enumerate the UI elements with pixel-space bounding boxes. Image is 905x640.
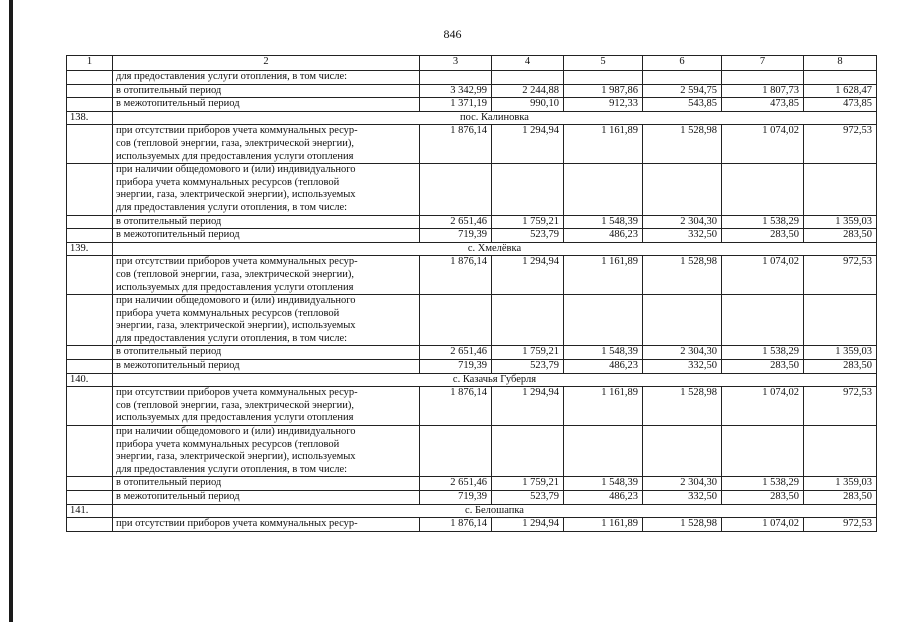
row-label: при наличии общедомового и (или) индивидуального прибора учета коммунальных ресурсов (тепловой энергии, газа, электрической энергии), используемых для предоставления услуги отопления, в том числе: (113, 426, 420, 477)
row-number-cell (67, 518, 113, 532)
settlement-name: с. Казачья Губерля (113, 373, 877, 387)
value-cell (804, 164, 877, 215)
value-cell: 543,85 (643, 98, 722, 112)
value-cell (492, 164, 564, 215)
value-cell: 1 759,21 (492, 477, 564, 491)
row-number-cell (67, 256, 113, 295)
value-cell (722, 426, 804, 477)
value-cell: 912,33 (564, 98, 643, 112)
col-header-5: 5 (564, 56, 643, 71)
row-number-cell (67, 71, 113, 85)
value-cell: 1 294,94 (492, 256, 564, 295)
value-cell: 1 548,39 (564, 346, 643, 360)
non-heating-period-row (67, 98, 877, 112)
value-cell (420, 426, 492, 477)
value-cell (564, 71, 643, 85)
value-cell: 1 294,94 (492, 125, 564, 164)
no-meter-row (67, 518, 877, 532)
row-number-cell (67, 98, 113, 112)
value-cell: 523,79 (492, 229, 564, 243)
settlement-name: пос. Калиновка (113, 111, 877, 125)
value-cell: 1 759,21 (492, 346, 564, 360)
value-cell (492, 295, 564, 346)
value-cell (722, 164, 804, 215)
value-cell: 1 528,98 (643, 518, 722, 532)
col-header-6: 6 (643, 56, 722, 71)
value-cell: 1 538,29 (722, 215, 804, 229)
col-header-7: 7 (722, 56, 804, 71)
row-number-cell (67, 215, 113, 229)
value-cell (804, 71, 877, 85)
row-label: при наличии общедомового и (или) индивидуального прибора учета коммунальных ресурсов (тепловой энергии, газа, электрической энергии), используемых для предоставления услуги отопления, в том числе: (113, 295, 420, 346)
value-cell: 2 304,30 (643, 215, 722, 229)
settlement-number: 140. (67, 373, 113, 387)
row-label: в отопительный период (113, 346, 420, 360)
row-label: в межотопительный период (113, 98, 420, 112)
value-cell: 2 651,46 (420, 215, 492, 229)
no-meter-row (67, 256, 877, 295)
value-cell: 283,50 (722, 229, 804, 243)
settlement-row (67, 373, 877, 387)
value-cell: 990,10 (492, 98, 564, 112)
value-cell: 3 342,99 (420, 84, 492, 98)
value-cell: 2 651,46 (420, 477, 492, 491)
row-label: для предоставления услуги отопления, в том числе: (113, 71, 420, 85)
value-cell: 972,53 (804, 256, 877, 295)
value-cell: 1 294,94 (492, 518, 564, 532)
value-cell: 1 294,94 (492, 387, 564, 426)
no-meter-row (67, 125, 877, 164)
value-cell: 1 161,89 (564, 256, 643, 295)
heating-period-row (67, 84, 877, 98)
value-cell: 972,53 (804, 125, 877, 164)
col-header-4: 4 (492, 56, 564, 71)
value-cell: 1 359,03 (804, 215, 877, 229)
row-label: при отсутствии приборов учета коммунальных ресур- сов (тепловой энергии, газа, электрической энергии), используемых для предоставления услуги отопления (113, 256, 420, 295)
row-number-cell (67, 387, 113, 426)
value-cell: 1 548,39 (564, 215, 643, 229)
value-cell: 719,39 (420, 229, 492, 243)
heating-period-row (67, 477, 877, 491)
col-header-8: 8 (804, 56, 877, 71)
row-label: в межотопительный период (113, 360, 420, 374)
value-cell: 1 074,02 (722, 256, 804, 295)
row-label: при отсутствии приборов учета коммунальных ресур- сов (тепловой энергии, газа, электрической энергии), используемых для предоставления услуги отопления (113, 387, 420, 426)
heating-period-row (67, 215, 877, 229)
value-cell: 1 161,89 (564, 387, 643, 426)
settlement-row (67, 242, 877, 256)
value-cell: 1 759,21 (492, 215, 564, 229)
value-cell: 283,50 (722, 360, 804, 374)
value-cell: 523,79 (492, 491, 564, 505)
intro-row (67, 71, 877, 85)
row-number-cell (67, 491, 113, 505)
value-cell: 1 876,14 (420, 125, 492, 164)
value-cell: 283,50 (722, 491, 804, 505)
value-cell: 1 528,98 (643, 387, 722, 426)
value-cell: 719,39 (420, 491, 492, 505)
settlement-number: 141. (67, 504, 113, 518)
value-cell: 486,23 (564, 360, 643, 374)
row-number-cell (67, 477, 113, 491)
value-cell: 1 161,89 (564, 125, 643, 164)
tariff-table (66, 55, 877, 532)
value-cell: 1 528,98 (643, 256, 722, 295)
value-cell (722, 295, 804, 346)
value-cell: 486,23 (564, 491, 643, 505)
heating-period-row (67, 346, 877, 360)
row-number-cell (67, 360, 113, 374)
value-cell: 1 876,14 (420, 518, 492, 532)
settlement-row (67, 111, 877, 125)
value-cell: 1 074,02 (722, 387, 804, 426)
row-label: при отсутствии приборов учета коммунальных ресур- (113, 518, 420, 532)
value-cell: 2 244,88 (492, 84, 564, 98)
row-number-cell (67, 84, 113, 98)
value-cell (420, 71, 492, 85)
value-cell (643, 164, 722, 215)
scan-binding-edge (9, 0, 13, 622)
with-meter-row (67, 164, 877, 215)
with-meter-row (67, 426, 877, 477)
value-cell (643, 426, 722, 477)
value-cell: 2 651,46 (420, 346, 492, 360)
value-cell: 1 538,29 (722, 477, 804, 491)
value-cell: 1 359,03 (804, 477, 877, 491)
row-label: при отсутствии приборов учета коммунальных ресур- сов (тепловой энергии, газа, электрической энергии), используемых для предоставления услуги отопления (113, 125, 420, 164)
value-cell: 1 371,19 (420, 98, 492, 112)
value-cell: 523,79 (492, 360, 564, 374)
value-cell (420, 295, 492, 346)
value-cell (564, 426, 643, 477)
value-cell: 1 807,73 (722, 84, 804, 98)
row-number-cell (67, 295, 113, 346)
row-label: в межотопительный период (113, 229, 420, 243)
value-cell (420, 164, 492, 215)
row-number-cell (67, 164, 113, 215)
value-cell (804, 426, 877, 477)
settlement-number: 138. (67, 111, 113, 125)
value-cell (643, 295, 722, 346)
col-header-1: 1 (67, 56, 113, 71)
value-cell: 332,50 (643, 360, 722, 374)
value-cell: 283,50 (804, 360, 877, 374)
value-cell: 283,50 (804, 491, 877, 505)
row-label: в отопительный период (113, 477, 420, 491)
value-cell (804, 295, 877, 346)
value-cell: 1 074,02 (722, 518, 804, 532)
value-cell: 486,23 (564, 229, 643, 243)
settlement-name: с. Белошапка (113, 504, 877, 518)
non-heating-period-row (67, 360, 877, 374)
value-cell: 1 528,98 (643, 125, 722, 164)
value-cell: 332,50 (643, 491, 722, 505)
row-label: при наличии общедомового и (или) индивидуального прибора учета коммунальных ресурсов (тепловой энергии, газа, электрической энергии), используемых для предоставления услуги отопления, в том числе: (113, 164, 420, 215)
value-cell: 332,50 (643, 229, 722, 243)
value-cell: 1 074,02 (722, 125, 804, 164)
row-label: в отопительный период (113, 215, 420, 229)
value-cell: 2 304,30 (643, 477, 722, 491)
value-cell: 1 876,14 (420, 387, 492, 426)
value-cell (564, 164, 643, 215)
value-cell: 972,53 (804, 387, 877, 426)
row-number-cell (67, 125, 113, 164)
with-meter-row (67, 295, 877, 346)
value-cell (722, 71, 804, 85)
value-cell: 1 987,86 (564, 84, 643, 98)
row-label: в межотопительный период (113, 491, 420, 505)
row-number-cell (67, 346, 113, 360)
value-cell: 1 628,47 (804, 84, 877, 98)
tariff-table-body (67, 56, 877, 532)
value-cell: 1 538,29 (722, 346, 804, 360)
row-label: в отопительный период (113, 84, 420, 98)
settlement-row (67, 504, 877, 518)
page-number: 846 (443, 27, 462, 41)
header-row (67, 56, 877, 71)
no-meter-row (67, 387, 877, 426)
col-header-3: 3 (420, 56, 492, 71)
value-cell: 473,85 (722, 98, 804, 112)
value-cell: 1 161,89 (564, 518, 643, 532)
row-number-cell (67, 229, 113, 243)
row-number-cell (67, 426, 113, 477)
value-cell (643, 71, 722, 85)
value-cell: 1 876,14 (420, 256, 492, 295)
non-heating-period-row (67, 491, 877, 505)
value-cell: 1 548,39 (564, 477, 643, 491)
value-cell: 1 359,03 (804, 346, 877, 360)
value-cell: 2 304,30 (643, 346, 722, 360)
value-cell: 2 594,75 (643, 84, 722, 98)
value-cell (492, 71, 564, 85)
value-cell (492, 426, 564, 477)
value-cell: 473,85 (804, 98, 877, 112)
settlement-number: 139. (67, 242, 113, 256)
value-cell: 972,53 (804, 518, 877, 532)
settlement-name: с. Хмелёвка (113, 242, 877, 256)
value-cell: 719,39 (420, 360, 492, 374)
non-heating-period-row (67, 229, 877, 243)
value-cell (564, 295, 643, 346)
col-header-2: 2 (113, 56, 420, 71)
value-cell: 283,50 (804, 229, 877, 243)
